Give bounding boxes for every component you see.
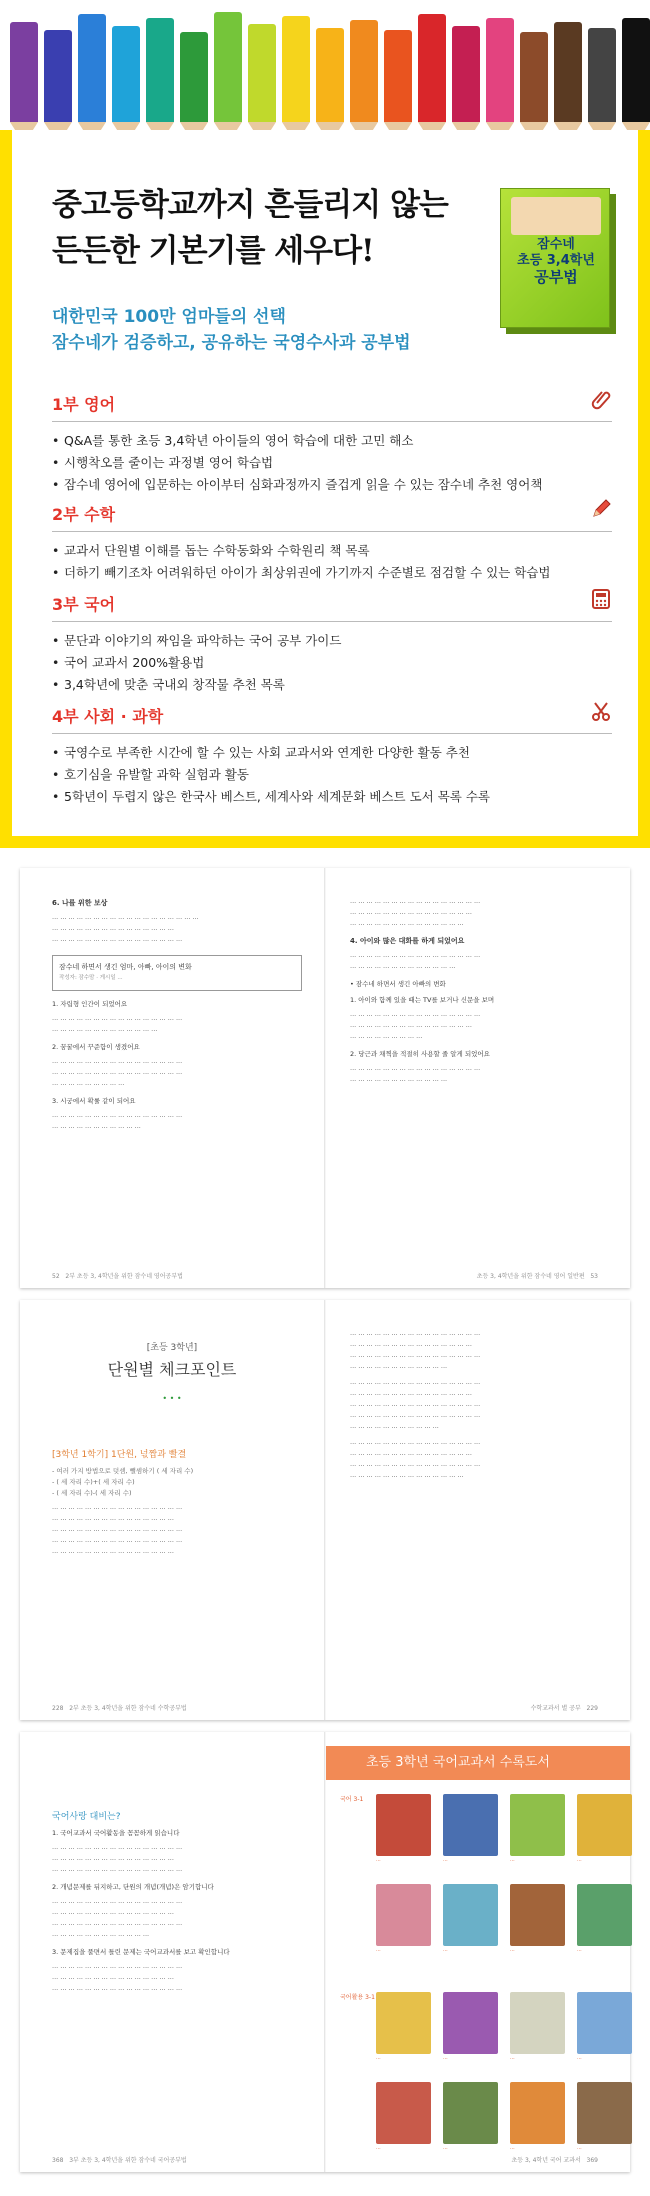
scissors-icon — [590, 700, 612, 722]
list-item: • Q&A를 통한 초등 3,4학년 아이들의 영어 학습에 대한 고민 해소 — [52, 430, 612, 452]
pencil-darkbrown — [554, 22, 582, 122]
book-thumb: ··· — [443, 1884, 498, 1960]
book-thumb: ··· — [510, 1794, 565, 1870]
right-page-text: ··· ··· ··· ··· ··· ··· ··· ··· ··· ··· ··· ··· ··· ··· ··· ··· ··· ··· ··· ··· ··· ··· ··· ··· ··· ··· ··· ··· ··· ··· ··· ··· ··· ··· ··· ··· ··· ··· ··· ··· ··· ··· ··· ··· ··· ··· ··· ··· ··· ··· ··· ··· ··· ··· ··· ··· ··· ··· ··· ··· ··· ··· ··· ··· ··· ··· ··· ··· ··· ··· ··· ··· ··· ··· ··· ··· ··· ··· ··· ··· ··· ··· ··· ··· ··· ··· ··· ··· ··· ··· ··· ··· ··· ··· ··· ··· ··· ··· ··· ··· ··· ··· ··· ··· ··· ··· ··· ··· ··· ··· ··· ··· ··· ··· ··· ··· ··· ··· ··· ··· ··· ··· ··· ··· ··· ··· ··· ··· ··· ··· ··· ··· ··· ··· ··· ··· ··· ··· ··· ··· ··· ··· ··· ··· ··· ··· ··· ··· ··· ··· ··· ··· ··· ··· ··· ··· ··· ··· ··· ··· ··· ··· ··· ··· ··· ··· ··· ··· ··· ··· ··· ··· ··· ··· ··· ··· ··· ··· ··· ··· ··· ··· ··· ··· ··· ··· ··· ··· ··· ··· ··· ··· ··· ··· — [350, 1331, 481, 1481]
list-item: • 잠수네 영어에 입문하는 아이부터 심화과정까지 즐겁게 읽을 수 있는 잠수네 추천 영어책 — [52, 474, 612, 496]
left-page-text: 국어사랑 대비는? 1. 국어교과서 국어활동을 꼼꼼하게 읽습니다 ··· ··· ··· ··· ··· ··· ··· ··· ··· ··· ··· ··· ··· ··· ··· ··· ··· ··· ··· ··· ··· ··· ··· ··· ··· ··· ··· ··· ··· ··· ··· ··· ··· ··· ··· ··· ··· ··· ··· ··· ··· ··· ··· ··· ··· ··· ··· 2. 개념문제를 뒤지하고, 단원의 개념(개념)은 암기합니다 ··· ··· ··· ··· ··· ··· ··· ··· ··· ··· ··· ··· ··· ··· ··· ··· ··· ··· ··· ··· ··· ··· ··· ··· ··· ··· ··· ··· ··· ··· ··· ··· ··· ··· ··· ··· ··· ··· ··· ··· ··· ··· ··· ··· ··· ··· ··· ··· ··· ··· ··· ··· ··· ··· ··· ··· ··· ··· ··· 3. 문제집을 풀면서 틀린 문제는 국어교과서를 보고 확인합니다 ··· ··· ··· ··· ··· ··· ··· ··· ··· ··· ··· ··· ··· ··· ··· ··· ··· ··· ··· ··· ··· ··· ··· ··· ··· ··· ··· ··· ··· ··· ··· ··· ··· ··· ··· ··· ··· ··· ··· ··· ··· ··· ··· ··· ··· ··· ··· — [52, 1812, 230, 1994]
subheadline-line2: 잠수네가 검증하고, 공유하는 국영수사과 공부법 — [52, 333, 411, 353]
book-thumb: ··· — [577, 1992, 632, 2068]
grid-label-1: 국어 3-1 — [340, 1796, 364, 1803]
pencil-indigo — [44, 30, 72, 122]
part-title: 3부 국어 — [52, 592, 612, 622]
paperclip-icon — [590, 388, 612, 410]
list-item: • 문단과 이야기의 짜임을 파악하는 국어 공부 가이드 — [52, 630, 612, 652]
book-thumb: ··· — [577, 1794, 632, 1870]
pencil-blue — [78, 14, 106, 122]
pencil-purple — [10, 22, 38, 122]
left-page-footer: 228 2부 초등 3, 4학년을 위한 잠수네 수학공부법 — [52, 1705, 187, 1712]
part-3-korean — [52, 592, 612, 696]
part-1-english — [52, 392, 612, 496]
pencil-teal — [146, 18, 174, 122]
pencil-black — [622, 18, 650, 122]
quote-box: 잠수네 하면서 생긴 엄마, 아빠, 아이의 변화 작성자: 잠수맘 · 게시일 ... — [52, 955, 302, 991]
calculator-icon — [590, 588, 612, 610]
list-item: • 교과서 단원별 이해를 돕는 수학동화와 수학원리 책 목록 — [52, 540, 612, 562]
right-page-footer: 초등 3, 4학년을 위한 잠수네 영어 일반편 53 — [476, 1273, 598, 1280]
right-page-footer: 수학교과서 별 공부 229 — [530, 1705, 598, 1712]
pencil-brown — [520, 32, 548, 122]
pencil-redorange — [384, 30, 412, 122]
grid-label-2: 국어활용 3-1 — [340, 1994, 375, 2001]
pencil-icon — [590, 498, 612, 520]
book-cover-photo — [511, 197, 601, 235]
pencil-cyan — [112, 26, 140, 122]
book-thumb: ··· — [510, 1884, 565, 1960]
page-spread-1 — [20, 868, 630, 1288]
book-grid-1 — [376, 1794, 632, 1960]
right-page-text: ··· ··· ··· ··· ··· ··· ··· ··· ··· ··· ··· ··· ··· ··· ··· ··· ··· ··· ··· ··· ··· ··· ··· ··· ··· ··· ··· ··· ··· ··· ··· ··· ··· ··· ··· ··· ··· ··· ··· ··· ··· ··· ··· ··· ··· 4. 아이와 많은 대화를 하게 되었어요 ··· ··· ··· ··· ··· ··· ··· ··· ··· ··· ··· ··· ··· ··· ··· ··· ··· ··· ··· ··· ··· ··· ··· ··· ··· ··· ··· ··· ··· • 잠수네 하면서 생긴 아빠의 변화 1. 아이와 함께 있을 때는 TV를 보거나 신문을 보며 ··· ··· ··· ··· ··· ··· ··· ··· ··· ··· ··· ··· ··· ··· ··· ··· ··· ··· ··· ··· ··· ··· ··· ··· ··· ··· ··· ··· ··· ··· ··· ··· ··· ··· ··· ··· ··· ··· ··· ··· 2. 당근과 채찍을 적절히 사용할 줄 알게 되었어요 ··· ··· ··· ··· ··· ··· ··· ··· ··· ··· ··· ··· ··· ··· ··· ··· ··· ··· ··· ··· ··· ··· ··· ··· ··· ··· ··· ··· — [350, 899, 495, 1085]
pencil-banner-image — [0, 0, 650, 130]
pencil-red — [418, 14, 446, 122]
part-title: 4부 사회 · 과학 — [52, 704, 612, 734]
list-item: • 시행착오를 줄이는 과정별 영어 학습법 — [52, 452, 612, 474]
pencil-yellow — [282, 16, 310, 122]
part-title: 1부 영어 — [52, 392, 612, 422]
pencil-crimson — [452, 26, 480, 122]
book-thumb: ··· — [443, 1992, 498, 2068]
book-thumb: ··· — [577, 1884, 632, 1960]
list-item: • 국어 교과서 200%활용법 — [52, 652, 612, 674]
part-title: 2부 수학 — [52, 502, 612, 532]
pencil-yellowgreen — [248, 24, 276, 122]
headline — [52, 182, 472, 274]
left-page-text: [3학년 1학기] 1단원, 넋짭과 빨결 - 여러 가지 방법으로 덧셈, 뺄셈하기 ( 세 자리 수) - ( 세 자리 수)+( 세 자리 수) - ( 세 자리 수)-( 세 자리 수) ··· ··· ··· ··· ··· ··· ··· ··· ··· ··· ··· ··· ··· ··· ··· ··· ··· ··· ··· ··· ··· ··· ··· ··· ··· ··· ··· ··· ··· ··· ··· ··· ··· ··· ··· ··· ··· ··· ··· ··· ··· ··· ··· ··· ··· ··· ··· ··· ··· ··· ··· ··· ··· ··· ··· ··· ··· ··· ··· ··· ··· ··· ··· ··· ··· ··· ··· ··· ··· ··· ··· ··· ··· ··· ··· ··· ··· ··· — [52, 1450, 194, 1557]
list-item: • 더하기 빼기조차 어려워하던 아이가 최상위권에 가기까지 수준별로 점검할 수 있는 학습법 — [52, 562, 612, 584]
right-page-footer: 초등 3, 4학년 국어 교과서 369 — [511, 2157, 598, 2164]
pencil-lime — [214, 12, 242, 122]
banner-title: 초등 3학년 국어교과서 수록도서 — [326, 1746, 630, 1780]
pencil-orange — [350, 20, 378, 122]
book-cover-image — [500, 188, 610, 328]
left-page-footer: 52 2부 초등 3, 4학년을 위한 잠수네 영어공부법 — [52, 1273, 183, 1280]
page-spread-2 — [20, 1300, 630, 1720]
book-thumb: ··· — [376, 1884, 431, 1960]
book-cover-title: 잠수네 초등 3,4학년 공부법 — [517, 237, 595, 286]
pencil-gray — [588, 28, 616, 122]
book-thumb: ··· — [510, 1992, 565, 2068]
book-thumb: ··· — [376, 2082, 431, 2158]
list-item: • 호기심을 유발할 과학 실험과 활동 — [52, 764, 612, 786]
list-item: • 5학년이 두렵지 않은 한국사 베스트, 세계사와 세계문화 베스트 도서 목록 수록 — [52, 786, 612, 808]
book-grid-2 — [376, 1992, 632, 2158]
list-item: • 국영수로 부족한 시간에 할 수 있는 사회 교과서와 연계한 다양한 활동 추천 — [52, 742, 612, 764]
part-4-social-science — [52, 704, 612, 808]
pencil-green — [180, 32, 208, 122]
book-thumb: ··· — [443, 2082, 498, 2158]
page-spread-3 — [20, 1732, 630, 2172]
headline-line2: 든든한 기본기를 세우다! — [52, 233, 374, 269]
left-page-text: 6. 나를 위한 보상 ··· ··· ··· ··· ··· ··· ··· ··· ··· ··· ··· ··· ··· ··· ··· ··· ··· ··· ··· ··· ··· ··· ··· ··· ··· ··· ··· ··· ··· ··· ··· ··· ··· ··· ··· ··· ··· ··· ··· ··· ··· ··· ··· ··· ··· ··· ··· ··· ··· 잠수네 하면서 생긴 엄마, 아빠, 아이의 변화 작성자: 잠수맘 · 게시일 ... 1. 자립형 인간이 되었어요 ··· ··· ··· ··· ··· ··· ··· ··· ··· ··· ··· ··· ··· ··· ··· ··· ··· ··· ··· ··· ··· ··· ··· ··· ··· ··· ··· ··· ··· 2. 꿈꿀에서 꾸준함이 생겼어요 ··· ··· ··· ··· ··· ··· ··· ··· ··· ··· ··· ··· ··· ··· ··· ··· ··· ··· ··· ··· ··· ··· ··· ··· ··· ··· ··· ··· ··· ··· ··· ··· ··· ··· ··· ··· ··· ··· ··· ··· ··· 3. 시궁에서 확률 같이 되어요 ··· ··· ··· ··· ··· ··· ··· ··· ··· ··· ··· ··· ··· ··· ··· ··· ··· ··· ··· ··· ··· ··· ··· ··· ··· ··· ··· — [52, 898, 302, 1139]
book-thumb: ··· — [577, 2082, 632, 2158]
book-thumb: ··· — [510, 2082, 565, 2158]
subheadline-line1: 대한민국 100만 엄마들의 선택 — [52, 307, 286, 327]
book-thumb: ··· — [443, 1794, 498, 1870]
part-2-math — [52, 502, 612, 584]
list-item: • 3,4학년에 맞춘 국내외 창작물 추천 목록 — [52, 674, 612, 696]
pencil-pink — [486, 18, 514, 122]
headline-line1: 중고등학교까지 흔들리지 않는 — [52, 187, 448, 223]
left-page-footer: 368 3부 초등 3, 4학년을 위한 잠수네 국어공부법 — [52, 2157, 187, 2164]
book-promo-section — [0, 130, 650, 848]
pencil-amber — [316, 28, 344, 122]
book-thumb: ··· — [376, 1794, 431, 1870]
book-thumb: ··· — [376, 1992, 431, 2068]
chapter-header: [초등 3학년] 단원별 체크포인트 • • • — [107, 1343, 237, 1403]
